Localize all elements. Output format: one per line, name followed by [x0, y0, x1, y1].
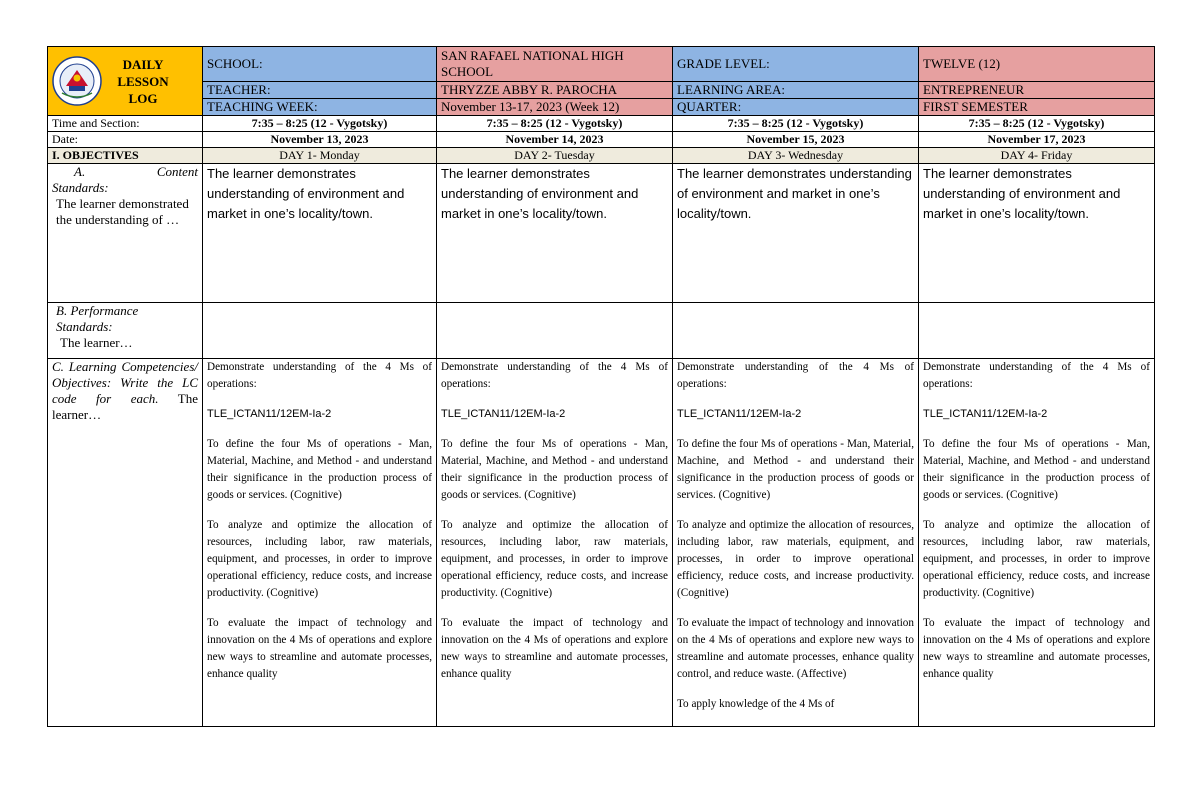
date-label: Date: — [48, 132, 203, 148]
date-day-4: November 17, 2023 — [919, 132, 1155, 148]
competency-objective-2: To analyze and optimize the allocation of resources, including labor, raw materials, equipment, and processes, in order to improve operational efficiency, reduce costs, and increase productivity. (Cognitive) — [677, 519, 914, 599]
date-row — [48, 132, 1155, 148]
content-standards-sub: The learner demonstrated the understanding of … — [56, 196, 189, 227]
time-day-1: 7:35 – 8:25 (12 - Vygotsky) — [203, 116, 437, 132]
competency-objective-1: To define the four Ms of operations - Man, Material, Machine, and Method - and understand their significance in the production process of goods or services. (Cognitive) — [677, 438, 914, 501]
dll-title: DAILY LESSON LOG — [117, 56, 169, 106]
learning-area-label: LEARNING AREA: — [673, 82, 919, 99]
competency-code: TLE_ICTAN11/12EM-Ia-2 — [207, 408, 332, 420]
content-standards-label — [48, 164, 203, 303]
competency-objective-2: To analyze and optimize the allocation of resources, including labor, raw materials, equipment, and processes, in order to improve operational efficiency, reduce costs, and increase productivity. (Cognitive) — [923, 519, 1150, 599]
daily-lesson-log-table — [47, 46, 1155, 727]
content-standards-day-2: The learner demonstrates understanding of environment and market in one’s locality/town. — [437, 164, 673, 303]
competency-code: TLE_ICTAN11/12EM-Ia-2 — [441, 408, 566, 420]
competencies-row — [48, 359, 1155, 727]
competency-objective-2: To analyze and optimize the allocation of resources, including labor, raw materials, equipment, and processes, in order to improve operational efficiency, reduce costs, and increase productivity. (Cognitive) — [207, 519, 432, 599]
content-standards-heading — [52, 164, 198, 180]
teacher-label: TEACHER: — [203, 82, 437, 99]
objectives-heading: I. OBJECTIVES — [48, 148, 203, 164]
quarter-value: FIRST SEMESTER — [919, 99, 1155, 116]
teaching-week-value: November 13-17, 2023 (Week 12) — [437, 99, 673, 116]
performance-standards-day-3 — [673, 303, 919, 359]
header-row-school — [48, 47, 1155, 82]
competencies-day-1 — [203, 359, 437, 727]
competency-code: TLE_ICTAN11/12EM-Ia-2 — [677, 408, 802, 420]
teaching-week-label: TEACHING WEEK: — [203, 99, 437, 116]
teacher-value: THRYZZE ABBY R. PAROCHA — [437, 82, 673, 99]
competency-intro: Demonstrate understanding of the 4 Ms of operations: — [207, 361, 432, 390]
competencies-heading-rest: The learner… — [52, 391, 198, 422]
performance-standards-day-2 — [437, 303, 673, 359]
content-standards-day-3: The learner demonstrates understanding of environment and market in one’s locality/town. — [673, 164, 919, 303]
logo-title-cell — [48, 47, 203, 116]
time-day-3: 7:35 – 8:25 (12 - Vygotsky) — [673, 116, 919, 132]
content-standards-heading-rest: Standards: — [52, 180, 109, 195]
competencies-label — [48, 359, 203, 727]
performance-standards-day-4 — [919, 303, 1155, 359]
time-day-2: 7:35 – 8:25 (12 - Vygotsky) — [437, 116, 673, 132]
school-label: SCHOOL: — [203, 47, 437, 82]
competency-objective-3: To evaluate the impact of technology and innovation on the 4 Ms of operations and explore new ways to streamline and automate processes, enhance quality — [441, 617, 668, 680]
content-standards-row — [48, 164, 1155, 303]
competency-objective-2: To analyze and optimize the allocation of resources, including labor, raw materials, equipment, and processes, in order to improve operational efficiency, reduce costs, and increase productivity. (Cognitive) — [441, 519, 668, 599]
deped-seal-icon — [52, 56, 102, 106]
content-standards-day-4: The learner demonstrates understanding of environment and market in one’s locality/town. — [919, 164, 1155, 303]
date-day-1: November 13, 2023 — [203, 132, 437, 148]
school-value: SAN RAFAEL NATIONAL HIGH SCHOOL — [437, 47, 673, 82]
day-heading-3: DAY 3- Wednesday — [673, 148, 919, 164]
objectives-row — [48, 148, 1155, 164]
competency-intro: Demonstrate understanding of the 4 Ms of operations: — [441, 361, 668, 390]
header-row-teacher — [48, 82, 1155, 99]
grade-level-value: TWELVE (12) — [919, 47, 1155, 82]
competency-intro: Demonstrate understanding of the 4 Ms of operations: — [677, 361, 914, 390]
learning-area-value: ENTREPRENEUR — [919, 82, 1155, 99]
day-heading-4: DAY 4- Friday — [919, 148, 1155, 164]
competency-objective-3: To evaluate the impact of technology and innovation on the 4 Ms of operations and explore new ways to streamline and automate processes, enhance quality control, and reduce waste. (Affective) — [677, 617, 914, 680]
competency-code: TLE_ICTAN11/12EM-Ia-2 — [923, 408, 1048, 420]
performance-standards-sub: The learner… — [60, 335, 133, 350]
quarter-label: QUARTER: — [673, 99, 919, 116]
header-row-week — [48, 99, 1155, 116]
competency-objective-1: To define the four Ms of operations - Man, Material, Machine, and Method - and understand their significance in the production process of goods or services. (Cognitive) — [923, 438, 1150, 501]
performance-standards-label — [48, 303, 203, 359]
competency-objective-3: To evaluate the impact of technology and innovation on the 4 Ms of operations and explore new ways to streamline and automate processes, enhance quality — [207, 617, 432, 680]
competencies-day-4 — [919, 359, 1155, 727]
competency-objective-1: To define the four Ms of operations - Man, Material, Machine, and Method - and understand their significance in the production process of goods or services. (Cognitive) — [441, 438, 668, 501]
performance-standards-day-1 — [203, 303, 437, 359]
grade-level-label: GRADE LEVEL: — [673, 47, 919, 82]
competency-objective-4: To apply knowledge of the 4 Ms of — [677, 698, 835, 710]
content-standards-day-1: The learner demonstrates understanding of environment and market in one’s locality/town. — [203, 164, 437, 303]
day-heading-1: DAY 1- Monday — [203, 148, 437, 164]
competencies-heading: C. Learning Competencies/ Objectives: Write the LC code for each. — [52, 359, 198, 406]
content-standards-word: Content — [156, 164, 198, 179]
performance-standards-heading: B. Performance Standards: — [56, 303, 139, 334]
content-standards-letter: A. — [74, 164, 86, 179]
competencies-day-3 — [673, 359, 919, 727]
time-section-label: Time and Section: — [48, 116, 203, 132]
time-day-4: 7:35 – 8:25 (12 - Vygotsky) — [919, 116, 1155, 132]
competency-objective-3: To evaluate the impact of technology and innovation on the 4 Ms of operations and explore new ways to streamline and automate processes, enhance quality — [923, 617, 1150, 680]
date-day-2: November 14, 2023 — [437, 132, 673, 148]
date-day-3: November 15, 2023 — [673, 132, 919, 148]
competencies-day-2 — [437, 359, 673, 727]
performance-standards-row — [48, 303, 1155, 359]
day-heading-2: DAY 2- Tuesday — [437, 148, 673, 164]
time-section-row — [48, 116, 1155, 132]
competency-objective-1: To define the four Ms of operations - Man, Material, Machine, and Method - and understand their significance in the production process of goods or services. (Cognitive) — [207, 438, 432, 501]
competency-intro: Demonstrate understanding of the 4 Ms of operations: — [923, 361, 1150, 390]
